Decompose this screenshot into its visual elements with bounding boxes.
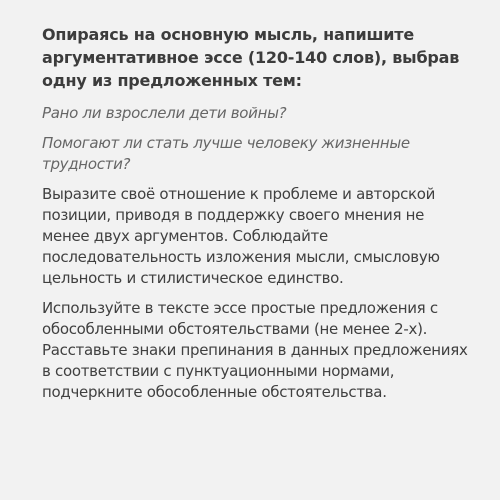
assignment-heading: Опираясь на основную мысль, напишите аргументативное эссе (120-140 слов), выбрав одну из предложенных тем:: [42, 25, 460, 90]
instructions-paragraph-2: Используйте в тексте эссе простые предложения с обособленными обстоятельствами (не менее 2-х). Расставьте знаки препинания в данных предложениях в соответствии с пунктуационными нормами, подчеркните обособленные обстоятельства.: [42, 299, 468, 401]
instructions-paragraph-1: Выразите своё отношение к проблеме и авторской позиции, приводя в поддержку своего мнения не менее двух аргументов. Соблюдайте последовательность изложения мысли, смысловую цельность и стилистическое единство.: [42, 185, 440, 287]
topic-option-2: Помогают ли стать лучше человеку жизненные трудности?: [42, 134, 410, 173]
topic-option-1: Рано ли взрослели дети войны?: [42, 104, 287, 122]
